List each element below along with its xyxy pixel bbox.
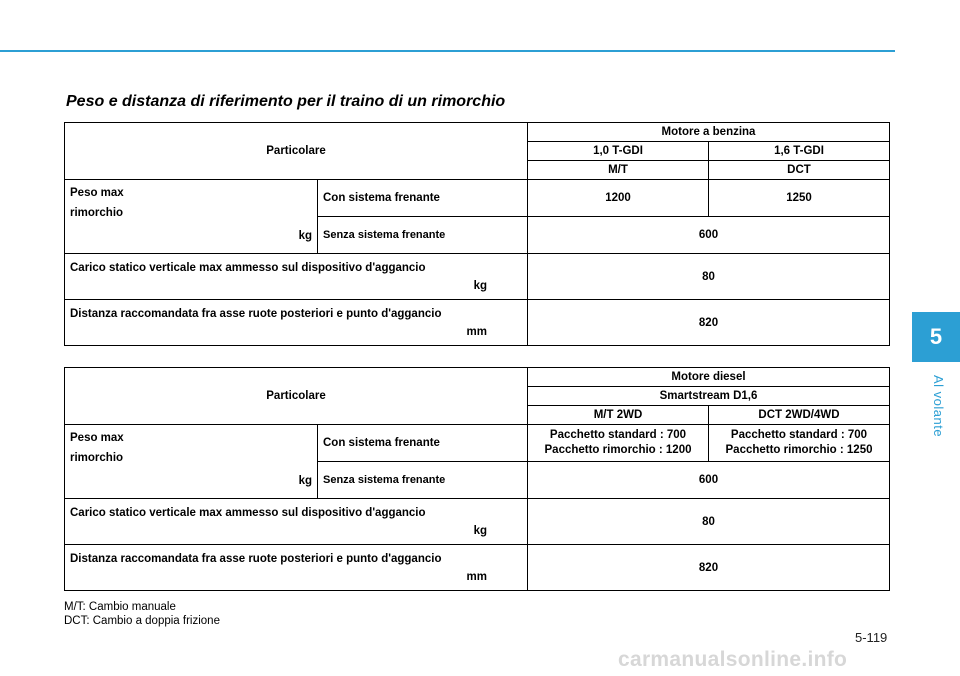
kg-unit: kg [298,475,312,487]
distanza-label: Distanza raccomandata fra asse ruote posteriori e punto d'aggancio [70,553,442,565]
con-freno-value-2: 1250 [709,180,890,217]
distanza-cell [65,300,528,346]
carico-cell [65,254,528,300]
engine-2-header: 1,6 T-GDI [709,142,890,161]
chapter-label: Al volante [931,375,946,438]
standard-package-value: Pacchetto standard : 700 [730,429,868,441]
trailer-package-value: Pacchetto rimorchio : 1200 [544,444,692,456]
carico-cell [65,499,528,545]
petrol-towing-table [64,122,890,346]
kg-unit: kg [298,230,312,242]
distanza-unit: mm [466,571,487,583]
carico-unit: kg [473,525,487,537]
footnotes [64,600,220,628]
footnote-dct: DCT: Cambio a doppia frizione [64,615,220,627]
con-freno-value-2 [709,425,890,462]
transmission-2-header: DCT 2WD/4WD [709,406,890,425]
transmission-2-header: DCT [709,161,890,180]
senza-freno-label: Senza sistema frenante [318,217,528,254]
rimorchio-label: rimorchio [70,207,124,219]
peso-max-cell [65,180,318,254]
con-freno-label: Con sistema frenante [318,180,528,217]
carico-label: Carico statico verticale max ammesso sul dispositivo d'aggancio [70,507,426,519]
carico-value: 80 [528,254,890,300]
distanza-cell [65,545,528,591]
footnote-mt: M/T: Cambio manuale [64,601,176,613]
senza-freno-value: 600 [528,462,890,499]
particolare-header: Particolare [65,368,528,425]
chapter-tab[interactable]: 5 [912,312,960,362]
peso-max-cell [65,425,318,499]
engine-header: Smartstream D1,6 [528,387,890,406]
carico-label: Carico statico verticale max ammesso sul dispositivo d'aggancio [70,262,426,274]
watermark-text: carmanualsonline.info [618,648,848,671]
peso-max-label: Peso max [70,187,124,199]
rimorchio-label: rimorchio [70,452,124,464]
transmission-1-header: M/T 2WD [528,406,709,425]
peso-max-label: Peso max [70,432,124,444]
con-freno-value-1 [528,425,709,462]
carico-unit: kg [473,280,487,292]
diesel-towing-table [64,367,890,591]
transmission-1-header: M/T [528,161,709,180]
carico-value: 80 [528,499,890,545]
senza-freno-label: Senza sistema frenante [318,462,528,499]
engine-group-header: Motore diesel [528,368,890,387]
con-freno-label: Con sistema frenante [318,425,528,462]
engine-1-header: 1,0 T-GDI [528,142,709,161]
distanza-label: Distanza raccomandata fra asse ruote posteriori e punto d'aggancio [70,308,442,320]
distanza-value: 820 [528,300,890,346]
distanza-value: 820 [528,545,890,591]
page-title: Peso e distanza di riferimento per il traino di un rimorchio [66,93,506,110]
engine-group-header: Motore a benzina [528,123,890,142]
trailer-package-value: Pacchetto rimorchio : 1250 [725,444,873,456]
header-rule [0,50,895,52]
particolare-header: Particolare [65,123,528,180]
standard-package-value: Pacchetto standard : 700 [549,429,687,441]
page-number: 5-119 [855,630,888,645]
distanza-unit: mm [466,326,487,338]
senza-freno-value: 600 [528,217,890,254]
con-freno-value-1: 1200 [528,180,709,217]
